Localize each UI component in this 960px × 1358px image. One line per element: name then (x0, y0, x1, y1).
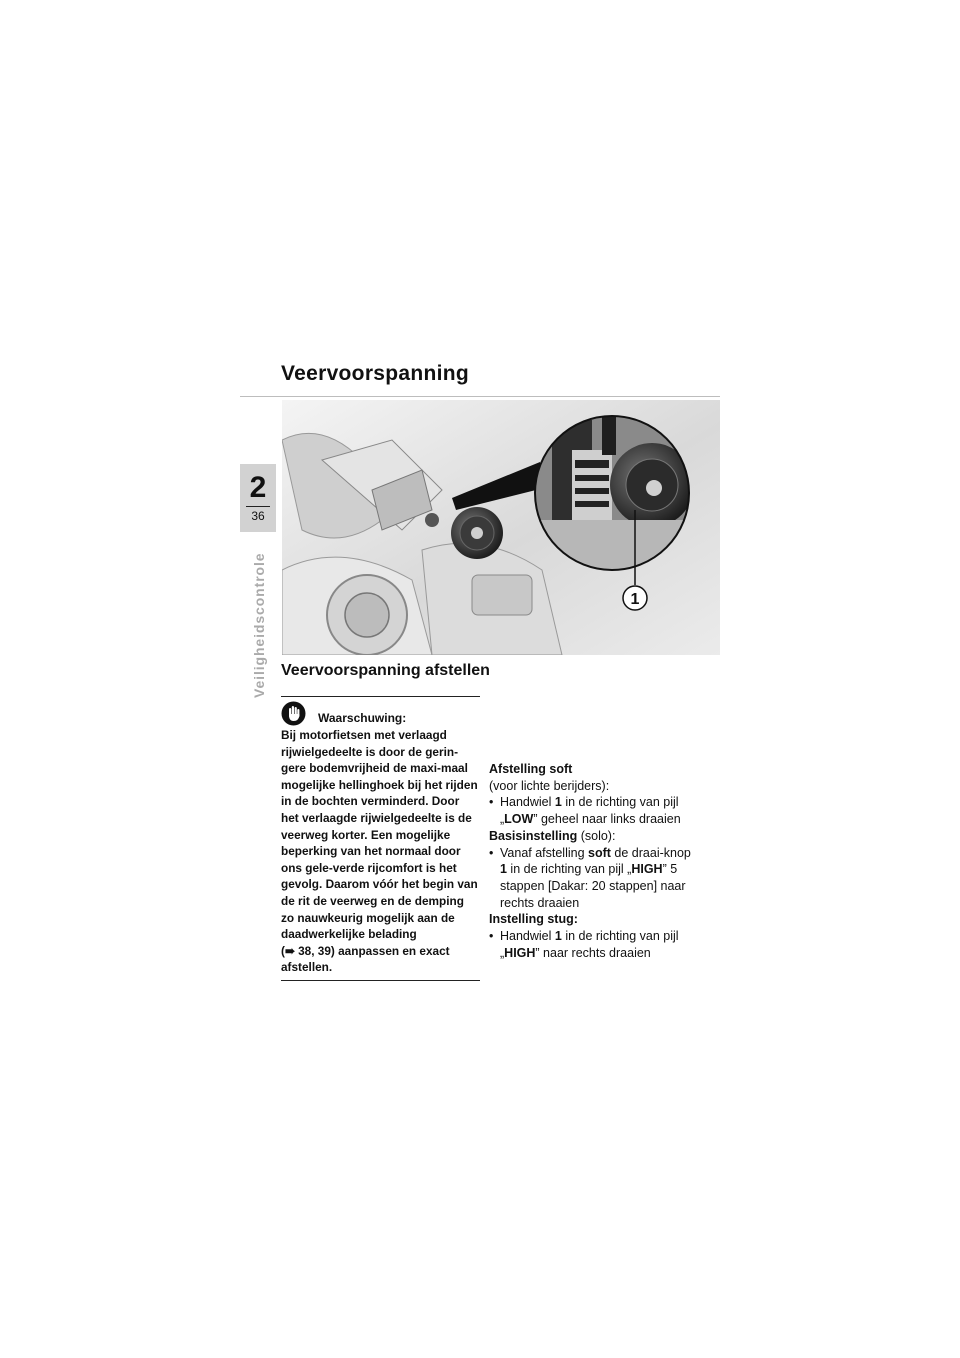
chapter-tab (240, 464, 276, 532)
section-heading: Veervoorspanning afstellen (281, 662, 490, 679)
list-item (489, 794, 699, 827)
warning-title: Waarschuwing: (318, 710, 407, 725)
basic-heading-suffix: (solo): (577, 828, 616, 843)
firm-step-text-end: ” naar rechts draaien (535, 945, 651, 960)
basic-step-text-end: ” 5 stappen [Dakar: 20 stappen] naar rechts draaien (500, 862, 686, 910)
firm-heading: Instelling stug: (489, 912, 578, 927)
list-item (489, 845, 699, 912)
soft-step-text-end: ” geheel naar links draaien (533, 812, 681, 827)
warning-text: Bij motorfietsen met verlaagd rijwielgedeelte is door de gerin-gere bodemvrijheid de maxi-maal mogelijke hellinghoek bij het rijden in de bochten verminderd. Door het verlaagde rijwielgedeelte is de veerweg korter. Een mogelijke beperking van het normaal door ons gele-verde rijcomfort is het gevolg. Daarom vóór het begin van de rit de veerweg en de demping zo nauwkeurig mogelijk aan de daadwerkelijke belading (➠ 38, 39) aanpassen en exact afstellen. (281, 728, 478, 975)
warning-body: Bij motorfietsen met verlaagd rijwielgedeelte is door de gerin-gere bodemvrijheid de maxi-maal mogelijke hellinghoek bij het rijden in de bochten verminderd. Door het verlaagde rijwielgedeelte is de veerweg korter. Een mogelijke beperking van het normaal door ons gele-verde rijcomfort is het gevolg. Daarom vóór het begin van de rit de veerweg en de demping zo nauwkeurig mogelijk aan de daadwerkelijke belading (281, 728, 478, 942)
soft-step-text-mid: in de richting van pijl „ (500, 795, 679, 827)
spring-preload-photo (282, 400, 720, 655)
soft-label: soft (588, 845, 611, 860)
basic-step-text: Vanaf afstelling (500, 845, 589, 860)
title-divider (240, 396, 720, 397)
soft-step-text: Handwiel (500, 795, 555, 810)
page-reference-arrow-icon: ➠ (284, 943, 295, 958)
figure-callout-1: 1 (630, 591, 640, 608)
chapter-side-label: Veiligheidscontrole (251, 552, 267, 698)
chapter-number: 2 (249, 471, 267, 504)
firm-step-text: Handwiel (500, 929, 555, 944)
knob-number: 1 (500, 862, 507, 877)
soft-note: (voor lichte berijders): (489, 778, 610, 793)
warning-reference: 38, 39) aanpassen en exact afstellen. (281, 943, 450, 975)
basic-step-text-mid2: in de richting van pijl „ (506, 862, 632, 877)
list-item (489, 928, 699, 961)
handwheel-number: 1 (554, 795, 562, 810)
high-label: HIGH (631, 862, 663, 877)
handwheel-number: 1 (554, 929, 562, 944)
hand-stop-icon (281, 701, 306, 726)
warning-box (281, 696, 480, 981)
page-number: 36 (251, 509, 265, 523)
basic-step-text-mid: de draai-knop (610, 845, 691, 860)
low-label: LOW (504, 812, 534, 827)
basic-heading: Basisinstelling (489, 828, 578, 843)
chapter-divider (246, 506, 270, 507)
settings-column (489, 761, 699, 961)
high-label: HIGH (504, 945, 536, 960)
firm-step-text-mid: in de richting van pijl „ (500, 929, 679, 960)
page-title: Veervoorspanning (281, 362, 470, 385)
soft-heading: Afstelling soft (489, 762, 573, 776)
